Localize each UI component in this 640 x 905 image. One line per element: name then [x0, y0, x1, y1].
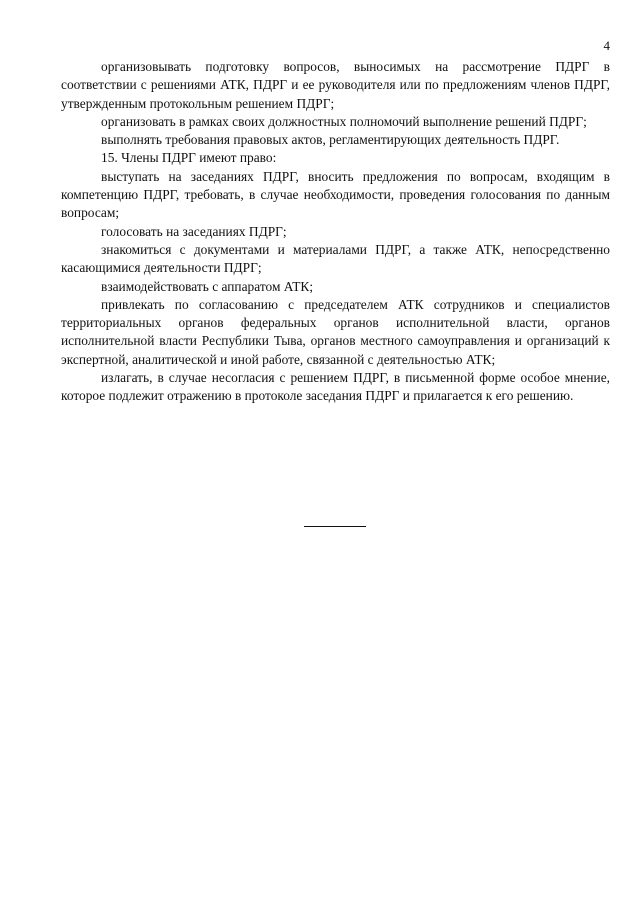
paragraph-interact-with-apparatus: взаимодействовать с аппаратом АТК; [101, 278, 314, 294]
end-separator-line [304, 526, 366, 527]
paragraph-prepare-questions: организовывать подготовку вопросов, выносимых на рассмотрение ПДРГ в соответствии с решениями АТК, ПДРГ и ее руководителя или по предложениям членов ПДРГ, утвержденным протокольным решением ПДРГ; [61, 59, 610, 111]
paragraph-speak-at-meetings: выступать на заседаниях ПДРГ, вносить предложения по вопросам, входящим в компетенцию ПДРГ, требовать, в случае необходимости, проведения голосования по данным вопросам; [61, 168, 610, 221]
section-15-heading: 15. Члены ПДРГ имеют право: [101, 150, 277, 166]
paragraph-organize-decisions: организовать в рамках своих должностных полномочий выполнение решений ПДРГ; [101, 113, 587, 129]
paragraph-follow-legal-acts: выполнять требования правовых актов, регламентирующих деятельность ПДРГ. [101, 132, 560, 148]
paragraph-dissenting-opinion: излагать, в случае несогласия с решением ПДРГ, в письменной форме особое мнение, которое подлежит отражению в протоколе заседания ПДРГ и прилагается к его решению. [61, 370, 610, 404]
paragraph-vote: голосовать на заседаниях ПДРГ; [101, 223, 287, 239]
document-body [61, 58, 610, 406]
paragraph-review-documents: знакомиться с документами и материалами ПДРГ, а также АТК, непосредственно касающимися деятельности ПДРГ; [61, 241, 610, 276]
paragraph-engage-specialists: привлекать по согласованию с председателем АТК сотрудников и специалистов территориальных органов федеральных органов исполнительной власти, органов исполнительной власти Республики Тыва, органов местного самоуправления и организаций к экспертной, аналитической и иной работе, связанной с деятельностью АТК; [61, 296, 610, 367]
page-number: 4 [603, 38, 610, 53]
